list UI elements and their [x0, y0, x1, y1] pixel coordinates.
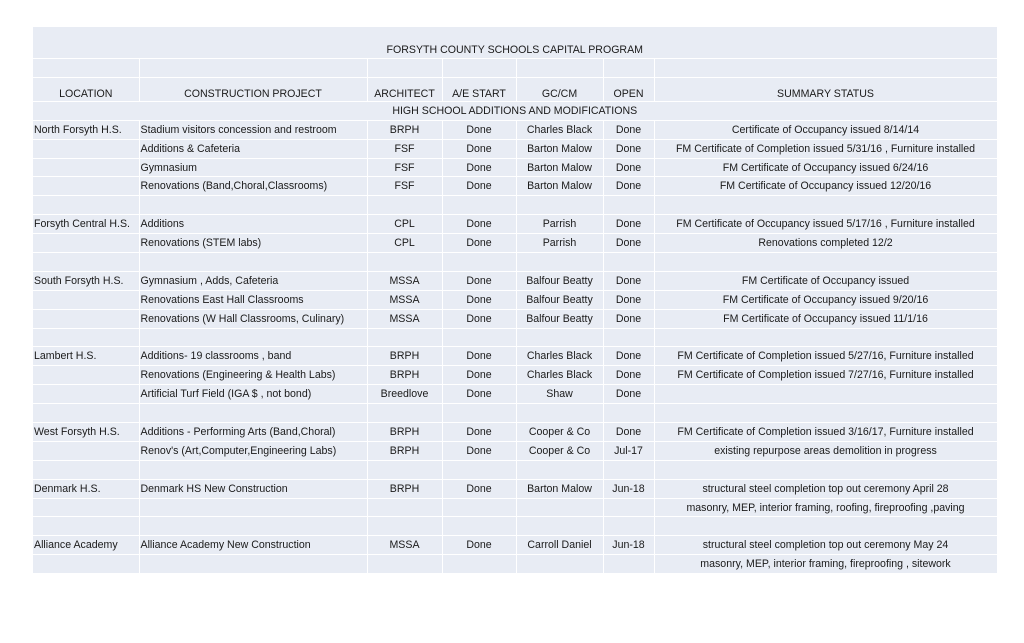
ae-start-cell [442, 328, 516, 347]
status-cell: FM Certificate of Occupancy issued [654, 271, 997, 290]
gccm-cell: Barton Malow [516, 139, 603, 158]
architect-cell [367, 253, 442, 272]
status-cell: FM Certificate of Occupancy issued 6/24/16 [654, 158, 997, 177]
table-row [33, 479, 997, 498]
location-cell [33, 309, 139, 328]
open-cell [603, 460, 654, 479]
architect-cell: BRPH [367, 479, 442, 498]
ae-start-cell: Done [442, 479, 516, 498]
location-cell: West Forsyth H.S. [33, 423, 139, 442]
header-summary-status: SUMMARY STATUS [654, 77, 997, 101]
location-cell: Lambert H.S. [33, 347, 139, 366]
location-cell: North Forsyth H.S. [33, 120, 139, 139]
ae-start-cell: Done [442, 385, 516, 404]
project-cell [139, 555, 367, 574]
gccm-cell: Balfour Beatty [516, 290, 603, 309]
gccm-cell: Carroll Daniel [516, 536, 603, 555]
ae-start-cell [442, 498, 516, 517]
ae-start-cell: Done [442, 366, 516, 385]
location-cell [33, 460, 139, 479]
gccm-cell [516, 460, 603, 479]
project-cell: Alliance Academy New Construction [139, 536, 367, 555]
open-cell [603, 328, 654, 347]
open-cell [603, 253, 654, 272]
table-row [33, 347, 997, 366]
ae-start-cell: Done [442, 347, 516, 366]
ae-start-cell: Done [442, 120, 516, 139]
open-cell: Done [603, 347, 654, 366]
table-row [33, 404, 997, 423]
gccm-cell: Cooper & Co [516, 423, 603, 442]
status-cell [654, 328, 997, 347]
gccm-cell: Shaw [516, 385, 603, 404]
ae-start-cell [442, 253, 516, 272]
ae-start-cell: Done [442, 234, 516, 253]
architect-cell: CPL [367, 215, 442, 234]
location-cell [33, 196, 139, 215]
location-cell: Alliance Academy [33, 536, 139, 555]
project-cell: Artificial Turf Field (IGA $ , not bond) [139, 385, 367, 404]
ae-start-cell: Done [442, 441, 516, 460]
status-cell: FM Certificate of Completion issued 5/27/16, Furniture installed [654, 347, 997, 366]
architect-cell: BRPH [367, 347, 442, 366]
status-cell: masonry, MEP, interior framing, roofing, fireproofing ,paving [654, 498, 997, 517]
status-cell: FM Certificate of Occupancy issued 9/20/16 [654, 290, 997, 309]
gccm-cell: Cooper & Co [516, 441, 603, 460]
project-cell: Renovations (Engineering & Health Labs) [139, 366, 367, 385]
open-cell: Done [603, 120, 654, 139]
table-row [33, 177, 997, 196]
architect-cell: BRPH [367, 441, 442, 460]
section-title: HIGH SCHOOL ADDITIONS AND MODIFICATIONS [33, 101, 997, 120]
gccm-cell [516, 517, 603, 536]
open-cell [603, 517, 654, 536]
architect-cell [367, 328, 442, 347]
location-cell: Forsyth Central H.S. [33, 215, 139, 234]
open-cell: Done [603, 215, 654, 234]
ae-start-cell: Done [442, 309, 516, 328]
open-cell: Done [603, 290, 654, 309]
table-row [33, 120, 997, 139]
architect-cell [367, 498, 442, 517]
spacer-row [33, 59, 997, 78]
gccm-cell [516, 404, 603, 423]
status-cell: structural steel completion top out ceremony April 28 [654, 479, 997, 498]
open-cell: Done [603, 366, 654, 385]
architect-cell [367, 555, 442, 574]
open-cell [603, 404, 654, 423]
gccm-cell: Barton Malow [516, 177, 603, 196]
project-cell [139, 460, 367, 479]
table-row [33, 385, 997, 404]
table-row [33, 196, 997, 215]
table-row [33, 139, 997, 158]
architect-cell: MSSA [367, 309, 442, 328]
project-cell [139, 498, 367, 517]
table-row [33, 158, 997, 177]
ae-start-cell [442, 404, 516, 423]
architect-cell: BRPH [367, 120, 442, 139]
location-cell [33, 290, 139, 309]
gccm-cell: Charles Black [516, 347, 603, 366]
status-cell [654, 404, 997, 423]
open-cell [603, 196, 654, 215]
gccm-cell [516, 328, 603, 347]
location-cell [33, 328, 139, 347]
ae-start-cell: Done [442, 139, 516, 158]
project-cell [139, 328, 367, 347]
ae-start-cell: Done [442, 536, 516, 555]
project-cell: Stadium visitors concession and restroom [139, 120, 367, 139]
status-cell: Renovations completed 12/2 [654, 234, 997, 253]
architect-cell: Breedlove [367, 385, 442, 404]
table-row [33, 271, 997, 290]
table-row [33, 460, 997, 479]
sheet-title: FORSYTH COUNTY SCHOOLS CAPITAL PROGRAM [33, 27, 997, 59]
ae-start-cell: Done [442, 290, 516, 309]
open-cell: Done [603, 385, 654, 404]
gccm-cell: Barton Malow [516, 158, 603, 177]
status-cell: FM Certificate of Occupancy issued 11/1/16 [654, 309, 997, 328]
project-cell: Denmark HS New Construction [139, 479, 367, 498]
section-row [33, 101, 997, 120]
open-cell: Done [603, 139, 654, 158]
table-row [33, 215, 997, 234]
status-cell: FM Certificate of Completion issued 3/16/17, Furniture installed [654, 423, 997, 442]
location-cell [33, 139, 139, 158]
gccm-cell [516, 196, 603, 215]
location-cell [33, 498, 139, 517]
ae-start-cell [442, 196, 516, 215]
status-cell: masonry, MEP, interior framing, fireproofing , sitework [654, 555, 997, 574]
status-cell: existing repurpose areas demolition in progress [654, 441, 997, 460]
architect-cell [367, 517, 442, 536]
header-open: OPEN [603, 77, 654, 101]
project-cell: Renov's (Art,Computer,Engineering Labs) [139, 441, 367, 460]
location-cell [33, 555, 139, 574]
capital-program-table [33, 27, 998, 574]
table-row [33, 555, 997, 574]
gccm-cell [516, 253, 603, 272]
status-cell [654, 460, 997, 479]
gccm-cell: Balfour Beatty [516, 309, 603, 328]
architect-cell: MSSA [367, 536, 442, 555]
architect-cell: MSSA [367, 290, 442, 309]
project-cell: Gymnasium , Adds, Cafeteria [139, 271, 367, 290]
ae-start-cell [442, 517, 516, 536]
project-cell [139, 196, 367, 215]
ae-start-cell: Done [442, 423, 516, 442]
location-cell [33, 177, 139, 196]
header-row [33, 77, 997, 101]
project-cell: Renovations (Band,Choral,Classrooms) [139, 177, 367, 196]
open-cell [603, 498, 654, 517]
ae-start-cell: Done [442, 158, 516, 177]
architect-cell: FSF [367, 177, 442, 196]
open-cell: Done [603, 271, 654, 290]
table-row [33, 441, 997, 460]
architect-cell [367, 460, 442, 479]
header-architect: ARCHITECT [367, 77, 442, 101]
gccm-cell: Balfour Beatty [516, 271, 603, 290]
location-cell [33, 366, 139, 385]
project-cell: Renovations East Hall Classrooms [139, 290, 367, 309]
location-cell [33, 517, 139, 536]
status-cell: FM Certificate of Completion issued 5/31/16 , Furniture installed [654, 139, 997, 158]
open-cell [603, 555, 654, 574]
gccm-cell [516, 498, 603, 517]
gccm-cell: Parrish [516, 234, 603, 253]
open-cell: Done [603, 423, 654, 442]
header-location: LOCATION [33, 77, 139, 101]
ae-start-cell [442, 555, 516, 574]
project-cell: Additions- 19 classrooms , band [139, 347, 367, 366]
ae-start-cell: Done [442, 215, 516, 234]
status-cell [654, 253, 997, 272]
status-cell [654, 517, 997, 536]
table-row [33, 309, 997, 328]
table-row [33, 536, 997, 555]
location-cell [33, 158, 139, 177]
project-cell: Additions & Cafeteria [139, 139, 367, 158]
table-row [33, 234, 997, 253]
project-cell: Additions [139, 215, 367, 234]
header-construction-project: CONSTRUCTION PROJECT [139, 77, 367, 101]
architect-cell [367, 404, 442, 423]
project-cell [139, 404, 367, 423]
project-cell: Gymnasium [139, 158, 367, 177]
location-cell [33, 234, 139, 253]
status-cell [654, 196, 997, 215]
open-cell: Done [603, 158, 654, 177]
project-cell [139, 517, 367, 536]
project-cell [139, 253, 367, 272]
table-row [33, 498, 997, 517]
status-cell: FM Certificate of Completion issued 7/27/16, Furniture installed [654, 366, 997, 385]
gccm-cell: Parrish [516, 215, 603, 234]
location-cell [33, 404, 139, 423]
architect-cell: FSF [367, 158, 442, 177]
location-cell [33, 385, 139, 404]
ae-start-cell: Done [442, 177, 516, 196]
architect-cell: MSSA [367, 271, 442, 290]
architect-cell: BRPH [367, 366, 442, 385]
open-cell: Jul-17 [603, 441, 654, 460]
header-ae-start: A/E START [442, 77, 516, 101]
gccm-cell [516, 555, 603, 574]
status-cell: FM Certificate of Occupancy issued 12/20/16 [654, 177, 997, 196]
open-cell: Jun-18 [603, 536, 654, 555]
architect-cell: CPL [367, 234, 442, 253]
gccm-cell: Barton Malow [516, 479, 603, 498]
open-cell: Done [603, 177, 654, 196]
open-cell: Done [603, 234, 654, 253]
header-gccm: GC/CM [516, 77, 603, 101]
table-row [33, 366, 997, 385]
status-cell [654, 385, 997, 404]
gccm-cell: Charles Black [516, 366, 603, 385]
status-cell: Certificate of Occupancy issued 8/14/14 [654, 120, 997, 139]
architect-cell: BRPH [367, 423, 442, 442]
project-cell: Renovations (STEM labs) [139, 234, 367, 253]
spreadsheet [33, 27, 997, 574]
status-cell: structural steel completion top out ceremony May 24 [654, 536, 997, 555]
title-row [33, 27, 997, 59]
table-row [33, 517, 997, 536]
location-cell: South Forsyth H.S. [33, 271, 139, 290]
project-cell: Additions - Performing Arts (Band,Choral) [139, 423, 367, 442]
table-row [33, 290, 997, 309]
table-row [33, 253, 997, 272]
gccm-cell: Charles Black [516, 120, 603, 139]
status-cell: FM Certificate of Occupancy issued 5/17/16 , Furniture installed [654, 215, 997, 234]
open-cell: Jun-18 [603, 479, 654, 498]
location-cell [33, 253, 139, 272]
open-cell: Done [603, 309, 654, 328]
table-row [33, 328, 997, 347]
ae-start-cell [442, 460, 516, 479]
project-cell: Renovations (W Hall Classrooms, Culinary) [139, 309, 367, 328]
architect-cell [367, 196, 442, 215]
location-cell [33, 441, 139, 460]
ae-start-cell: Done [442, 271, 516, 290]
location-cell: Denmark H.S. [33, 479, 139, 498]
architect-cell: FSF [367, 139, 442, 158]
table-row [33, 423, 997, 442]
